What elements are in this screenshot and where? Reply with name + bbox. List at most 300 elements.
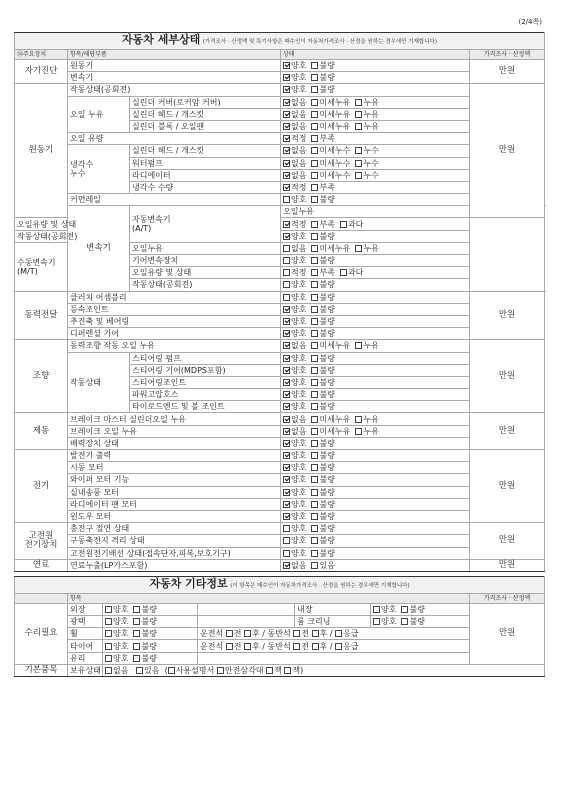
checkbox-good[interactable] [283, 74, 290, 81]
status-cell [281, 303, 470, 315]
status-cell [281, 279, 470, 291]
checkbox-bad[interactable] [401, 618, 408, 625]
table-row [15, 60, 545, 72]
table-row [15, 640, 545, 652]
status-cell [281, 267, 470, 279]
checkbox-good[interactable] [283, 330, 290, 337]
option-label: 없음 [291, 560, 307, 570]
checkbox-minor_leak_water[interactable] [311, 147, 318, 154]
option-label: 불량 [141, 617, 157, 627]
checkbox[interactable] [105, 667, 112, 674]
checkbox-minor_leak_oil[interactable] [311, 428, 318, 435]
checkbox-good[interactable] [283, 403, 290, 410]
status-cell [281, 120, 470, 132]
wheel-position-cell: 운전석 전 후 / 동반석 전 후 / 응급 [198, 628, 470, 640]
item-label: 발전기 출력 [68, 450, 281, 462]
option-label: 없음 [291, 146, 307, 156]
checkbox-good[interactable] [283, 391, 290, 398]
option-label: 미세누유 [319, 243, 351, 253]
status-cell [281, 60, 470, 72]
checkbox[interactable] [335, 643, 342, 650]
option-label: 있음 [319, 560, 335, 570]
status-cell [281, 72, 470, 84]
option-label: 양호 [291, 61, 307, 71]
checkbox-good[interactable] [283, 318, 290, 325]
checkbox-bad[interactable] [311, 74, 318, 81]
item-label: 오일누유 [281, 206, 470, 218]
checkbox-proper[interactable] [283, 221, 290, 228]
item-label: 디퍼렌셜 기어 [68, 328, 281, 340]
item-label: 등속조인트 [68, 303, 281, 315]
checkbox-bad[interactable] [311, 452, 318, 459]
checkbox-none[interactable] [283, 147, 290, 154]
checkbox-bad[interactable] [133, 618, 140, 625]
option-label: 불량 [319, 195, 335, 205]
position-label: 운전석 [200, 629, 224, 639]
checkbox[interactable] [226, 643, 233, 650]
item-label: 브레이크 마스터 실린더오일 누유 [68, 413, 281, 425]
checkbox-bad[interactable] [311, 550, 318, 557]
checkbox-good[interactable] [283, 464, 290, 471]
checkbox-bad[interactable] [311, 391, 318, 398]
item-label: 파워고압호스 [130, 389, 281, 401]
checkbox-proper[interactable] [283, 135, 290, 142]
status-cell [281, 559, 470, 571]
status-cell [281, 474, 470, 486]
checkbox-bad[interactable] [311, 537, 318, 544]
option-label: 누수 [363, 158, 379, 168]
header-status: 상태 [281, 50, 470, 60]
option-label: 양호 [113, 617, 129, 627]
option-label: 양호 [291, 85, 307, 95]
option-label: 불량 [141, 653, 157, 663]
status-cell [281, 340, 470, 352]
option-label: 없음 [291, 109, 307, 119]
table-row [15, 498, 545, 510]
checkbox-bad[interactable] [133, 606, 140, 613]
table-row [15, 437, 545, 449]
checkbox-leak_oil[interactable] [355, 245, 362, 252]
item-label: 유리 [68, 652, 103, 664]
checkbox-good[interactable] [283, 537, 290, 544]
item-label: 연료누출(LP가스포함) [68, 559, 281, 571]
checkbox-none[interactable] [283, 123, 290, 130]
price-cell[interactable]: 만원 [470, 60, 545, 84]
option-label: 사용설명서 [175, 665, 215, 675]
option-label: 누수 [363, 146, 379, 156]
option-label: 불량 [319, 317, 335, 327]
detail-title-row [15, 33, 545, 50]
status-cell [371, 603, 470, 615]
table-row [15, 474, 545, 486]
checkbox-none[interactable] [283, 428, 290, 435]
checkbox-good[interactable] [373, 606, 380, 613]
status-cell [281, 242, 470, 254]
price-cell[interactable]: 만원 [470, 340, 545, 413]
checkbox-bad[interactable] [311, 257, 318, 264]
checkbox-leak_oil[interactable] [355, 428, 362, 435]
table-row [15, 315, 545, 327]
option-label: 양호 [113, 653, 129, 663]
checkbox-none[interactable] [283, 562, 290, 569]
item-label: 오일 유량 [68, 133, 281, 145]
checkbox-bad[interactable] [311, 440, 318, 447]
price-cell[interactable]: 만원 [470, 523, 545, 560]
checkbox[interactable] [284, 667, 291, 674]
checkbox-good[interactable] [283, 379, 290, 386]
position-label: 운전석 [200, 641, 224, 651]
option-label: 불량 [319, 73, 335, 83]
checkbox-none[interactable] [283, 172, 290, 179]
header-item: 항목 [68, 593, 470, 603]
option-label: 불량 [319, 231, 335, 241]
checkbox-bad[interactable] [311, 476, 318, 483]
table-row [15, 340, 545, 352]
option-label: 잭 [274, 665, 282, 675]
option-label: 양호 [291, 353, 307, 363]
checkbox-leak_oil[interactable] [355, 416, 362, 423]
option-label: 과다 [347, 219, 364, 229]
checkbox-leak_oil[interactable] [355, 99, 362, 106]
status-cell [371, 616, 470, 628]
option-label: 없음 [113, 665, 129, 675]
position-label: 동반석 [267, 641, 291, 651]
checkbox-bad[interactable] [311, 501, 318, 508]
checkbox-none[interactable] [283, 160, 290, 167]
option-label: 불량 [319, 451, 335, 461]
checkbox-short[interactable] [311, 269, 318, 276]
option-label: 적정 [291, 268, 307, 278]
table-row [15, 559, 545, 571]
item-label: 작동상태(공회전) [130, 279, 281, 291]
checkbox-good[interactable] [283, 476, 290, 483]
checkbox-none[interactable] [283, 111, 290, 118]
checkbox-good[interactable] [105, 643, 112, 650]
checkbox-minor_leak_oil[interactable] [311, 99, 318, 106]
subgroup-oil-leak: 오일 누유 [68, 96, 130, 133]
price-cell[interactable]: 만원 [470, 84, 545, 218]
category-steering: 조향 [15, 340, 68, 413]
option-label: 안전삼각대 [224, 665, 264, 675]
checkbox-leak_oil[interactable] [355, 123, 362, 130]
checkbox-bad[interactable] [311, 525, 318, 532]
option-label: 양호 [291, 292, 307, 302]
item-label: 오일누유 [130, 242, 281, 254]
checkbox-exist[interactable] [311, 562, 318, 569]
item-label: 광택 [68, 616, 103, 628]
option-label: 적정 [291, 134, 307, 144]
price-cell[interactable]: 만원 [470, 450, 545, 523]
item-label: 구동축전지 격리 상태 [68, 535, 281, 547]
header-price: 가격조사 · 산정액 [470, 593, 545, 603]
table-row [15, 303, 545, 315]
option-label: 불량 [141, 629, 157, 639]
table-row [15, 425, 545, 437]
price-cell[interactable]: 만원 [470, 603, 545, 664]
category-engine: 원동기 [15, 84, 68, 218]
checkbox-bad[interactable] [401, 606, 408, 613]
status-cell [281, 352, 470, 364]
checkbox[interactable] [266, 667, 273, 674]
checkbox-good[interactable] [283, 281, 290, 288]
checkbox-bad[interactable] [311, 464, 318, 471]
header-main-device: ⑭주요장치 [15, 50, 68, 60]
item-label: 스티어링 펌프 [130, 352, 281, 364]
price-cell[interactable]: 만원 [470, 413, 545, 450]
status-cell [281, 437, 470, 449]
checkbox-good[interactable] [283, 525, 290, 532]
checkbox[interactable] [226, 630, 233, 637]
option-label: 미세누유 [319, 109, 351, 119]
option-label: 불량 [319, 548, 335, 558]
checkbox-good[interactable] [283, 452, 290, 459]
checkbox[interactable] [244, 643, 251, 650]
option-label: 불량 [319, 377, 335, 387]
option-label: 양호 [381, 604, 397, 614]
item-label: 워터펌프 [130, 157, 281, 169]
item-label: 타이어 [68, 640, 103, 652]
checkbox-good[interactable] [105, 618, 112, 625]
checkbox[interactable] [244, 630, 251, 637]
checkbox[interactable] [217, 667, 224, 674]
option-label: 없음 [291, 122, 307, 132]
item-label: 동력조향 작동 오일 누유 [68, 340, 281, 352]
checkbox-good[interactable] [283, 489, 290, 496]
option-label: 양호 [291, 195, 307, 205]
status-cell [281, 510, 470, 522]
checkbox-bad[interactable] [311, 62, 318, 69]
status-cell [281, 255, 470, 267]
checkbox-bad[interactable] [311, 281, 318, 288]
checkbox-bad[interactable] [311, 233, 318, 240]
checkbox-good[interactable] [283, 367, 290, 374]
option-label: 부족 [319, 268, 335, 278]
checkbox-bad[interactable] [133, 655, 140, 662]
checkbox-good[interactable] [283, 513, 290, 520]
page-number: (2/4쪽) [518, 18, 542, 26]
checkbox-minor_leak_oil[interactable] [311, 342, 318, 349]
option-label: 양호 [291, 475, 307, 485]
option-label: 누유 [363, 243, 379, 253]
checkbox-good[interactable] [283, 294, 290, 301]
status-cell [281, 364, 470, 376]
checkbox-bad[interactable] [311, 489, 318, 496]
item-label: 룸 크리닝 [295, 616, 371, 628]
item-label: 스티어링 기어(MDPS포함) [130, 364, 281, 376]
checkbox-none[interactable] [283, 342, 290, 349]
option-label: 불량 [319, 402, 335, 412]
checkbox[interactable] [293, 643, 300, 650]
option-label: 전 [301, 641, 309, 651]
header-price: 가격조사 · 산정액 [470, 50, 545, 60]
checkbox-good[interactable] [283, 233, 290, 240]
status-cell [281, 157, 470, 169]
checkbox-good[interactable] [283, 440, 290, 447]
checkbox-bad[interactable] [311, 367, 318, 374]
item-label: 추진축 및 베어링 [68, 315, 281, 327]
item-label: 냉각수 수량 [130, 181, 281, 193]
checkbox-bad[interactable] [311, 330, 318, 337]
option-label: 미세누유 [319, 341, 351, 351]
option-label: 없음 [291, 341, 307, 351]
checkbox-bad[interactable] [311, 294, 318, 301]
option-label: 잭 [292, 665, 301, 675]
item-label: 실내송풍 모터 [68, 486, 281, 498]
option-label: 양호 [113, 641, 129, 651]
option-label: 양호 [291, 536, 307, 546]
checkbox-bad[interactable] [311, 379, 318, 386]
checkbox-good[interactable] [283, 62, 290, 69]
item-label: 실린더 헤드 / 개스킷 [130, 108, 281, 120]
checkbox-none[interactable] [283, 416, 290, 423]
option-label: 누유 [363, 426, 379, 436]
category-transmission: 변속기 [68, 206, 130, 291]
item-label: 배력장치 상태 [68, 437, 281, 449]
option-label: 불량 [319, 280, 335, 290]
price-cell[interactable]: 만원 [470, 559, 545, 571]
option-label: 불량 [319, 463, 335, 473]
checkbox-good[interactable] [283, 501, 290, 508]
status-cell [281, 194, 470, 206]
option-label: 양호 [113, 629, 129, 639]
status-cell [281, 328, 470, 340]
checkbox-none[interactable] [283, 245, 290, 252]
checkbox-good[interactable] [283, 196, 290, 203]
status-cell [103, 628, 198, 640]
checkbox[interactable] [293, 630, 300, 637]
category-fuel: 연료 [15, 559, 68, 571]
status-cell [103, 603, 198, 615]
checkbox-bad[interactable] [133, 643, 140, 650]
checkbox-minor_leak_oil[interactable] [311, 111, 318, 118]
option-label: 전 [301, 629, 309, 639]
option-label: 양호 [291, 329, 307, 339]
checkbox-none[interactable] [283, 99, 290, 106]
checkbox-good[interactable] [283, 86, 290, 93]
checkbox-leak_oil[interactable] [355, 342, 362, 349]
item-label: 시동 모터 [68, 462, 281, 474]
option-label: 후 [319, 641, 328, 651]
price-cell[interactable]: 만원 [470, 291, 545, 340]
table-row [15, 616, 545, 628]
checkbox-minor_leak_water[interactable] [311, 160, 318, 167]
tire-position-cell: 운전석 전 후 / 동반석 전 후 / 응급 [198, 640, 470, 652]
option-label: 적정 [291, 219, 307, 229]
checkbox-good[interactable] [105, 630, 112, 637]
item-label: 외장 [68, 603, 103, 615]
checkbox-proper[interactable] [283, 269, 290, 276]
option-label: 불량 [319, 304, 335, 314]
option-label: 누유 [363, 414, 379, 424]
option-label: 미세누수 [319, 146, 351, 156]
checkbox-good[interactable] [105, 606, 112, 613]
checkbox-bad[interactable] [311, 196, 318, 203]
checkbox-proper[interactable] [283, 184, 290, 191]
status-cell [281, 169, 470, 181]
checkbox-good[interactable] [283, 355, 290, 362]
checkbox-good[interactable] [283, 306, 290, 313]
option-label: 양호 [291, 512, 307, 522]
category-high-voltage: 고전원 전기장치 [15, 523, 68, 560]
item-label: 타이로드엔드 및 볼 조인트 [130, 401, 281, 413]
item-label: 작동상태(공회전) [15, 230, 68, 242]
section-title: 자동차 세부상태 [122, 33, 201, 46]
checkbox-good[interactable] [283, 550, 290, 557]
table-row [15, 664, 545, 676]
table-header [15, 593, 545, 603]
status-cell [103, 616, 198, 628]
checkbox-good[interactable] [105, 655, 112, 662]
possession-cell: 없음 있음 ( 사용설명서 안전삼각대 잭 잭) [103, 664, 545, 676]
checkbox-minor_leak_oil[interactable] [311, 245, 318, 252]
checkbox[interactable] [168, 667, 175, 674]
item-label: 충전구 절연 상태 [68, 523, 281, 535]
option-label: 불량 [319, 390, 335, 400]
checkbox-bad[interactable] [133, 630, 140, 637]
checkbox-over[interactable] [340, 269, 347, 276]
checkbox-good[interactable] [283, 257, 290, 264]
checkbox[interactable] [312, 630, 319, 637]
checkbox-minor_leak_water[interactable] [311, 172, 318, 179]
option-label: 과다 [347, 268, 364, 278]
checkbox-leak_oil[interactable] [355, 111, 362, 118]
checkbox-bad[interactable] [311, 318, 318, 325]
option-label: 불량 [319, 438, 335, 448]
table-header [15, 50, 545, 60]
table-row [15, 462, 545, 474]
table-row [15, 72, 545, 84]
item-label: 변속기 [68, 72, 281, 84]
option-label: 양호 [291, 463, 307, 473]
checkbox-over[interactable] [340, 221, 347, 228]
other-title-row [15, 576, 545, 593]
item-label: 라디에이터 팬 모터 [68, 498, 281, 510]
checkbox[interactable] [335, 630, 342, 637]
checkbox-bad[interactable] [311, 86, 318, 93]
option-label: 없음 [291, 414, 307, 424]
option-label: 양호 [291, 499, 307, 509]
option-label: 미세누유 [319, 426, 351, 436]
checkbox-good[interactable] [373, 618, 380, 625]
option-label: 적정 [291, 182, 307, 192]
option-label: 누유 [363, 97, 379, 107]
checkbox-leak_water[interactable] [355, 147, 362, 154]
option-label: 불량 [319, 475, 335, 485]
checkbox-leak_water[interactable] [355, 172, 362, 179]
option-label: 불량 [319, 487, 335, 497]
option-label: 양호 [381, 617, 397, 627]
checkbox-leak_water[interactable] [355, 160, 362, 167]
checkbox-bad[interactable] [311, 355, 318, 362]
checkbox-minor_leak_oil[interactable] [311, 416, 318, 423]
option-label: 양호 [291, 487, 307, 497]
table-row [15, 628, 545, 640]
checkbox-bad[interactable] [311, 306, 318, 313]
checkbox-short[interactable] [311, 184, 318, 191]
checkbox[interactable] [312, 643, 319, 650]
checkbox-short[interactable] [311, 221, 318, 228]
checkbox-bad[interactable] [311, 403, 318, 410]
checkbox-short[interactable] [311, 135, 318, 142]
checkbox[interactable] [136, 667, 143, 674]
table-row [15, 328, 545, 340]
checkbox-bad[interactable] [311, 513, 318, 520]
checkbox-minor_leak_oil[interactable] [311, 123, 318, 130]
option-label: 양호 [291, 548, 307, 558]
item-label: 윈도우 모터 [68, 510, 281, 522]
option-label: 양호 [291, 231, 307, 241]
item-label: 실린더 블록 / 오일팬 [130, 120, 281, 132]
